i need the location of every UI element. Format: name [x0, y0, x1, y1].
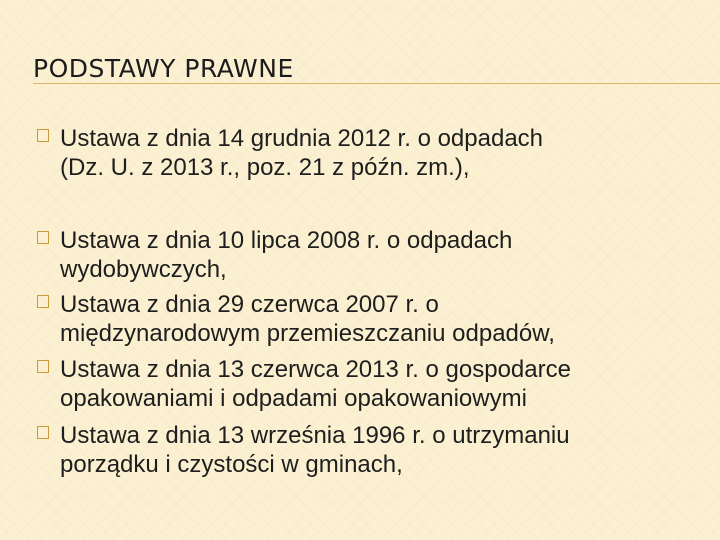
square-bullet-icon — [37, 295, 49, 308]
list-item-line: międzynarodowym przemieszczaniu odpadów, — [60, 320, 555, 347]
list-item-line: Ustawa z dnia 13 września 1996 r. o utrzymaniu — [60, 422, 570, 449]
square-bullet-icon — [37, 360, 49, 373]
list-item-line: Ustawa z dnia 13 czerwca 2013 r. o gospodarce — [60, 356, 571, 383]
list-item-line: wydobywczych, — [60, 256, 227, 283]
list-item-text — [60, 290, 710, 348]
list-item-text — [60, 355, 710, 413]
list-item-line: Ustawa z dnia 14 grudnia 2012 r. o odpadach — [60, 125, 544, 152]
list-item-line: porządku i czystości w gminach, — [60, 451, 403, 478]
slide-title: PODSTAWY PRAWNE — [33, 54, 294, 83]
square-bullet-icon — [37, 426, 49, 439]
square-bullet-icon — [37, 231, 49, 244]
list-item-line: Ustawa z dnia 10 lipca 2008 r. o odpadach — [60, 227, 513, 254]
title-underline — [33, 83, 720, 84]
square-bullet-icon — [37, 129, 49, 142]
list-item-text — [60, 124, 710, 182]
list-item-line: Ustawa z dnia 29 czerwca 2007 r. o — [60, 291, 439, 318]
list-item-text — [60, 421, 710, 479]
list-item-line: opakowaniami i odpadami opakowaniowymi — [60, 385, 527, 412]
list-item-text — [60, 226, 710, 284]
list-item-line: (Dz. U. z 2013 r., poz. 21 z późn. zm.), — [60, 154, 470, 181]
